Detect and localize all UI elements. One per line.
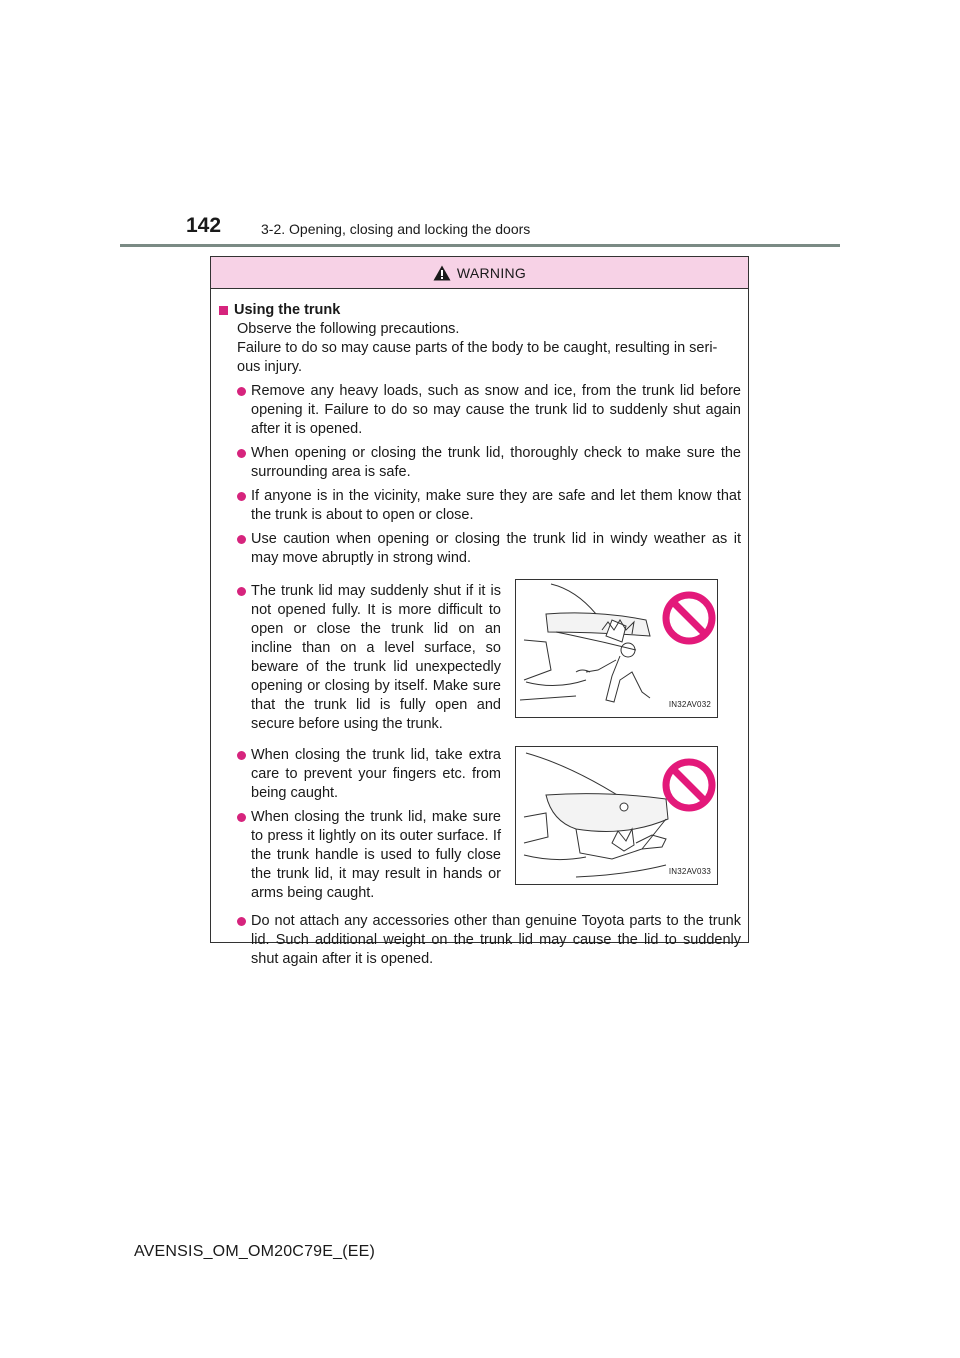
bullet-dot-icon bbox=[237, 751, 246, 760]
square-bullet-icon bbox=[219, 306, 228, 315]
bullet-text: When closing the trunk lid, make sure to press it lightly on its outer surface. If the trunk handle is used to fully close the trunk lid, it may result in hands or arms being caught. bbox=[251, 809, 501, 901]
prohibited-icon bbox=[666, 762, 712, 808]
bullet-item bbox=[237, 382, 741, 439]
figure-trunk-person bbox=[515, 579, 718, 718]
bullet-text: Use caution when opening or closing the trunk lid in windy weather as it may move abruptly in strong wind. bbox=[251, 531, 741, 566]
figure-trunk-closing bbox=[515, 746, 718, 885]
bullet-text: If anyone is in the vicinity, make sure they are safe and let them know that the trunk is about to open or close. bbox=[251, 488, 741, 523]
header-divider bbox=[120, 244, 840, 247]
bullet-dot-icon bbox=[237, 449, 246, 458]
bullet-dot-icon bbox=[237, 813, 246, 822]
intro-line: Failure to do so may cause parts of the body to be caught, resulting in seri- bbox=[237, 340, 718, 356]
prohibited-icon bbox=[666, 595, 712, 641]
section-title: 3-2. Opening, closing and locking the doors bbox=[261, 221, 531, 237]
bullet-item bbox=[237, 487, 741, 525]
bullet-text: Do not attach any accessories other than genuine Toyota parts to the trunk lid. Such additional weight on the trunk lid may cause the lid to suddenly shut again after it is opened. bbox=[251, 913, 741, 967]
intro-text bbox=[237, 320, 741, 377]
document-id: AVENSIS_OM_OM20C79E_(EE) bbox=[134, 1243, 376, 1260]
bullet-item bbox=[237, 444, 741, 482]
subheading bbox=[218, 301, 741, 320]
figure-row-2 bbox=[218, 746, 741, 903]
page-number: 142 bbox=[186, 214, 222, 237]
bullet-item bbox=[237, 912, 741, 969]
intro-line: Observe the following precautions. bbox=[237, 321, 460, 337]
warning-header bbox=[211, 257, 748, 289]
bullet-text: When closing the trunk lid, take extra care to prevent your fingers etc. from being caught. bbox=[251, 747, 501, 801]
figure-code: IN32AV032 bbox=[668, 700, 711, 709]
warning-triangle-icon bbox=[433, 265, 451, 281]
bullet-text: Remove any heavy loads, such as snow and ice, from the trunk lid before opening it. Failure to do so may cause the trunk lid to suddenly shut again after it is opened. bbox=[251, 383, 741, 437]
bullet-text: The trunk lid may suddenly shut if it is not opened fully. It is more difficult to open or close the trunk lid on an incline than on a level surface, so beware of the trunk lid unexpectedly opening or closing by itself. Make sure that the trunk lid is fully open and secure before using the trunk. bbox=[251, 583, 501, 732]
figure-code: IN32AV033 bbox=[668, 867, 711, 876]
bullet-item bbox=[237, 808, 501, 903]
subheading-text: Using the trunk bbox=[234, 302, 341, 318]
bullet-dot-icon bbox=[237, 535, 246, 544]
warning-body bbox=[211, 289, 748, 969]
bullet-dot-icon bbox=[237, 387, 246, 396]
bullet-text: When opening or closing the trunk lid, thoroughly check to make sure the surrounding area is safe. bbox=[251, 445, 741, 480]
warning-title: WARNING bbox=[456, 264, 527, 281]
bullet-item bbox=[237, 530, 741, 568]
intro-line: ous injury. bbox=[237, 359, 303, 375]
warning-box bbox=[210, 256, 749, 967]
bullet-item bbox=[237, 746, 501, 803]
bullet-item bbox=[237, 582, 501, 734]
bullet-dot-icon bbox=[237, 587, 246, 596]
bullet-dot-icon bbox=[237, 917, 246, 926]
figure-row-1 bbox=[218, 582, 741, 734]
bullet-dot-icon bbox=[237, 492, 246, 501]
